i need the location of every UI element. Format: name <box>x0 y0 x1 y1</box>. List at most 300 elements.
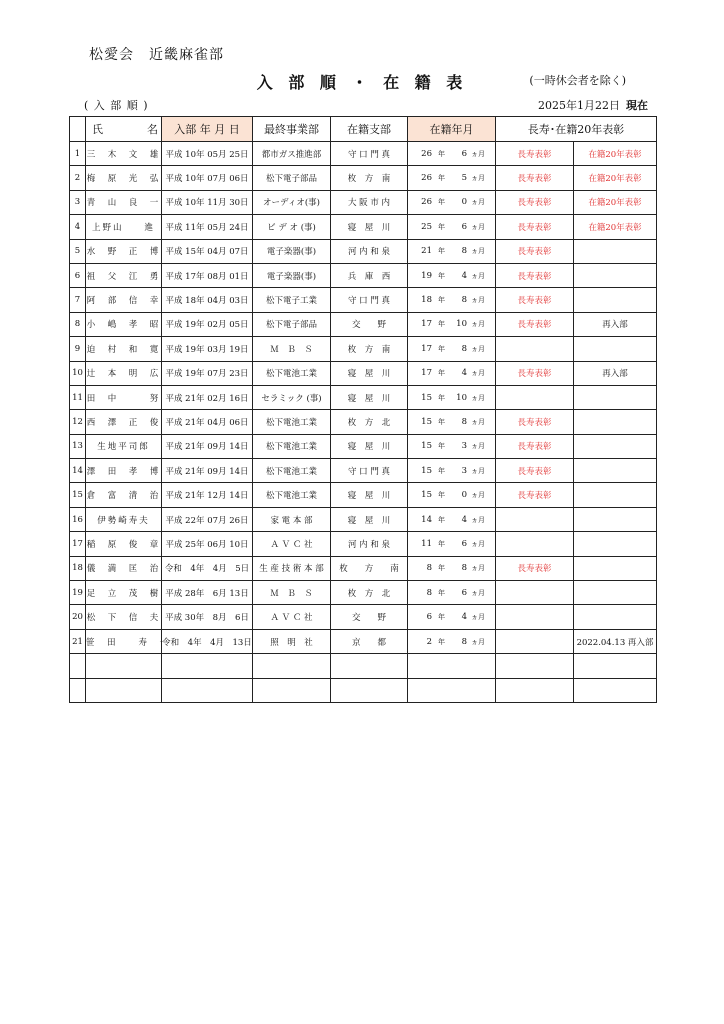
longevity-award: 長寿表彰 <box>496 215 574 239</box>
row-number: 7 <box>70 288 86 312</box>
join-date: 平成 30年 8月 6日 <box>162 605 253 629</box>
tenure-award-or-remark <box>574 434 657 458</box>
tenure-months: 6 <box>461 148 467 159</box>
tenure-year-unit: 年 <box>438 344 445 353</box>
branch: 交 野 <box>331 605 408 629</box>
join-date: 平成 15年 04月 07日 <box>162 239 253 263</box>
longevity-award: 長寿表彰 <box>496 434 574 458</box>
tenure <box>408 605 496 629</box>
table-row <box>70 215 657 239</box>
tenure-year-unit: 年 <box>438 637 445 646</box>
tenure <box>408 459 496 483</box>
table-row <box>70 410 657 434</box>
table-row <box>70 166 657 190</box>
table-row <box>70 385 657 409</box>
tenure-year-unit: 年 <box>438 247 445 256</box>
tenure-year-unit: 年 <box>438 515 445 524</box>
tenure-month-unit: ヵ月 <box>471 466 485 475</box>
tenure-award-or-remark <box>574 239 657 263</box>
table-row <box>70 312 657 336</box>
empty-cell <box>574 654 657 678</box>
longevity-award <box>496 605 574 629</box>
business-unit: 電子楽器(事) <box>253 263 331 287</box>
tenure <box>408 385 496 409</box>
member-name: 三 木 文 雄 <box>86 142 162 166</box>
empty-cell <box>408 678 496 702</box>
tenure-years: 15 <box>421 416 432 427</box>
business-unit: 松下電子工業 <box>253 288 331 312</box>
tenure-month-unit: ヵ月 <box>471 539 485 548</box>
table-row <box>70 337 657 361</box>
tenure-year-unit: 年 <box>438 588 445 597</box>
tenure-award-or-remark: 再入部 <box>574 361 657 385</box>
business-unit: Ａ Ｖ Ｃ 社 <box>253 605 331 629</box>
tenure-years: 21 <box>421 246 432 257</box>
tenure-years: 26 <box>421 173 432 184</box>
row-number: 17 <box>70 532 86 556</box>
join-date: 平成 22年 07月 26日 <box>162 507 253 531</box>
tenure-years: 11 <box>421 538 432 549</box>
empty-row <box>70 678 657 702</box>
row-number: 6 <box>70 263 86 287</box>
tenure-months: 10 <box>456 392 467 403</box>
row-number: 14 <box>70 459 86 483</box>
tenure <box>408 556 496 580</box>
tenure-month-unit: ヵ月 <box>471 174 485 183</box>
longevity-award: 長寿表彰 <box>496 190 574 214</box>
as-of-date <box>538 97 648 113</box>
business-unit: 電子楽器(事) <box>253 239 331 263</box>
tenure-month-unit: ヵ月 <box>471 369 485 378</box>
member-name: 阿 部 信 幸 <box>86 288 162 312</box>
branch: 枚 方 南 <box>331 337 408 361</box>
tenure-years: 26 <box>421 197 432 208</box>
tenure-year-unit: 年 <box>438 466 445 475</box>
empty-row <box>70 654 657 678</box>
member-name: 松 下 信 夫 <box>86 605 162 629</box>
branch: 交 野 <box>331 312 408 336</box>
business-unit: 都市ガス推進部 <box>253 142 331 166</box>
member-name: 辻 本 明 広 <box>86 361 162 385</box>
branch: 守 口 門 真 <box>331 142 408 166</box>
longevity-award <box>496 581 574 605</box>
join-date: 平成 19年 02月 05日 <box>162 312 253 336</box>
tenure-award-or-remark <box>574 556 657 580</box>
row-number: 21 <box>70 629 86 653</box>
join-date: 平成 21年 09月 14日 <box>162 434 253 458</box>
tenure-year-unit: 年 <box>438 539 445 548</box>
table-row <box>70 190 657 214</box>
tenure-month-unit: ヵ月 <box>471 344 485 353</box>
table-row <box>70 434 657 458</box>
tenure-months: 6 <box>461 538 467 549</box>
tenure-award-or-remark <box>574 532 657 556</box>
row-number: 5 <box>70 239 86 263</box>
tenure-years: 15 <box>421 441 432 452</box>
tenure-year-unit: 年 <box>438 271 445 280</box>
tenure-month-unit: ヵ月 <box>471 247 485 256</box>
tenure-award-or-remark: 在籍20年表彰 <box>574 215 657 239</box>
business-unit: Ａ Ｖ Ｃ 社 <box>253 532 331 556</box>
header-name <box>86 117 162 142</box>
table-row <box>70 288 657 312</box>
tenure-year-unit: 年 <box>438 174 445 183</box>
table-row <box>70 459 657 483</box>
header-join-date: 入部 年 月 日 <box>162 117 253 142</box>
row-number: 15 <box>70 483 86 507</box>
club-name: 松愛会 近畿麻雀部 <box>89 47 224 63</box>
business-unit: 家 電 本 部 <box>253 507 331 531</box>
tenure-month-unit: ヵ月 <box>471 515 485 524</box>
tenure-months: 3 <box>461 441 467 452</box>
branch: 河 内 和 泉 <box>331 532 408 556</box>
member-name: 儀 満 匡 治 <box>86 556 162 580</box>
join-date: 平成 19年 03月 19日 <box>162 337 253 361</box>
tenure-month-unit: ヵ月 <box>471 417 485 426</box>
tenure-year-unit: 年 <box>438 442 445 451</box>
member-name: 青 山 良 一 <box>86 190 162 214</box>
row-number: 10 <box>70 361 86 385</box>
business-unit: Ｍ Ｂ Ｓ <box>253 337 331 361</box>
join-date: 平成 17年 08月 01日 <box>162 263 253 287</box>
tenure <box>408 288 496 312</box>
tenure-month-unit: ヵ月 <box>471 637 485 646</box>
business-unit: 松下電池工業 <box>253 483 331 507</box>
tenure-months: 4 <box>461 514 467 525</box>
tenure-award-or-remark <box>574 263 657 287</box>
tenure-month-unit: ヵ月 <box>471 149 485 158</box>
tenure-months: 4 <box>461 270 467 281</box>
tenure-months: 4 <box>461 368 467 379</box>
table-row <box>70 483 657 507</box>
table-row <box>70 263 657 287</box>
tenure-month-unit: ヵ月 <box>471 198 485 207</box>
tenure <box>408 337 496 361</box>
empty-cell <box>574 678 657 702</box>
longevity-award: 長寿表彰 <box>496 361 574 385</box>
branch: 枚 方 南 <box>331 556 408 580</box>
tenure-award-or-remark <box>574 337 657 361</box>
branch: 兵 庫 西 <box>331 263 408 287</box>
longevity-award: 長寿表彰 <box>496 459 574 483</box>
table-row <box>70 239 657 263</box>
tenure <box>408 629 496 653</box>
tenure-years: 19 <box>421 270 432 281</box>
business-unit: 松下電子部品 <box>253 312 331 336</box>
status-text: 現在 <box>626 99 648 112</box>
business-unit: 照 明 社 <box>253 629 331 653</box>
join-date: 平成 10年 05月 25日 <box>162 142 253 166</box>
tenure-month-unit: ヵ月 <box>471 564 485 573</box>
join-date: 平成 10年 11月 30日 <box>162 190 253 214</box>
tenure-award-or-remark: 在籍20年表彰 <box>574 190 657 214</box>
join-date: 平成 25年 06月 10日 <box>162 532 253 556</box>
tenure <box>408 507 496 531</box>
header-tenure: 在籍年月 <box>408 117 496 142</box>
header-branch: 在籍支部 <box>331 117 408 142</box>
business-unit: オーディオ(事) <box>253 190 331 214</box>
empty-cell <box>162 678 253 702</box>
member-name: 上野山 進 <box>86 215 162 239</box>
empty-cell <box>253 654 331 678</box>
tenure-month-unit: ヵ月 <box>471 222 485 231</box>
longevity-award <box>496 507 574 531</box>
member-name: 稲 原 俊 章 <box>86 532 162 556</box>
longevity-award <box>496 337 574 361</box>
business-unit: 松下電池工業 <box>253 459 331 483</box>
join-date: 平成 28年 6月 13日 <box>162 581 253 605</box>
member-name: 祖 父 江 勇 <box>86 263 162 287</box>
row-number: 18 <box>70 556 86 580</box>
tenure-year-unit: 年 <box>438 491 445 500</box>
row-number: 8 <box>70 312 86 336</box>
tenure <box>408 410 496 434</box>
tenure-month-unit: ヵ月 <box>471 588 485 597</box>
table-row <box>70 605 657 629</box>
empty-cell <box>331 678 408 702</box>
member-name: 小 嶋 孝 昭 <box>86 312 162 336</box>
longevity-award: 長寿表彰 <box>496 483 574 507</box>
empty-cell <box>86 654 162 678</box>
roster-body <box>70 142 657 703</box>
join-date: 平成 21年 02月 16日 <box>162 385 253 409</box>
table-row <box>70 507 657 531</box>
header-business-unit: 最終事業部 <box>253 117 331 142</box>
join-date: 平成 21年 04月 06日 <box>162 410 253 434</box>
tenure-years: 17 <box>421 319 432 330</box>
longevity-award <box>496 629 574 653</box>
member-name: 足 立 茂 樹 <box>86 581 162 605</box>
table-row <box>70 556 657 580</box>
row-number: 2 <box>70 166 86 190</box>
tenure-award-or-remark <box>574 288 657 312</box>
branch: 寝 屋 川 <box>331 385 408 409</box>
tenure-months: 8 <box>461 563 467 574</box>
longevity-award: 長寿表彰 <box>496 288 574 312</box>
longevity-award: 長寿表彰 <box>496 556 574 580</box>
tenure-years: 6 <box>426 612 432 623</box>
tenure <box>408 190 496 214</box>
member-name: 迫 村 和 寛 <box>86 337 162 361</box>
tenure-months: 8 <box>461 295 467 306</box>
branch: 守 口 門 真 <box>331 459 408 483</box>
member-name: 水 野 正 博 <box>86 239 162 263</box>
tenure <box>408 434 496 458</box>
tenure <box>408 239 496 263</box>
longevity-award: 長寿表彰 <box>496 312 574 336</box>
branch: 京 都 <box>331 629 408 653</box>
tenure-months: 8 <box>461 636 467 647</box>
empty-cell <box>496 654 574 678</box>
longevity-award: 長寿表彰 <box>496 410 574 434</box>
tenure-years: 25 <box>421 221 432 232</box>
tenure-years: 17 <box>421 343 432 354</box>
row-number: 19 <box>70 581 86 605</box>
branch: 寝 屋 川 <box>331 361 408 385</box>
tenure-years: 8 <box>426 563 432 574</box>
business-unit: 松下電子部品 <box>253 166 331 190</box>
tenure-months: 10 <box>456 319 467 330</box>
tenure-year-unit: 年 <box>438 369 445 378</box>
tenure <box>408 361 496 385</box>
sort-order-label: ( 入 部 順 ) <box>84 99 149 112</box>
tenure-month-unit: ヵ月 <box>471 491 485 500</box>
row-number: 3 <box>70 190 86 214</box>
row-number: 20 <box>70 605 86 629</box>
tenure-years: 15 <box>421 465 432 476</box>
tenure-month-unit: ヵ月 <box>471 271 485 280</box>
tenure-months: 0 <box>461 197 467 208</box>
longevity-award: 長寿表彰 <box>496 263 574 287</box>
branch: 枚 方 南 <box>331 166 408 190</box>
branch: 寝 屋 川 <box>331 215 408 239</box>
longevity-award: 長寿表彰 <box>496 142 574 166</box>
join-date: 平成 21年 12月 14日 <box>162 483 253 507</box>
tenure-award-or-remark: 在籍20年表彰 <box>574 166 657 190</box>
empty-cell <box>70 654 86 678</box>
empty-cell <box>162 654 253 678</box>
row-number: 9 <box>70 337 86 361</box>
table-row <box>70 629 657 653</box>
tenure-award-or-remark <box>574 605 657 629</box>
member-name: 田 中 努 <box>86 385 162 409</box>
empty-cell <box>496 678 574 702</box>
date-text: 2025年1月22日 <box>538 99 620 112</box>
empty-cell <box>408 654 496 678</box>
join-date: 平成 11年 05月 24日 <box>162 215 253 239</box>
business-unit: セラミック (事) <box>253 385 331 409</box>
tenure-years: 15 <box>421 490 432 501</box>
tenure-award-or-remark <box>574 385 657 409</box>
tenure-month-unit: ヵ月 <box>471 442 485 451</box>
header-award: 長寿･在籍20年表彰 <box>496 117 657 142</box>
member-name: 倉 富 清 治 <box>86 483 162 507</box>
empty-cell <box>331 654 408 678</box>
branch: 枚 方 北 <box>331 581 408 605</box>
tenure-months: 8 <box>461 343 467 354</box>
tenure <box>408 312 496 336</box>
row-number: 16 <box>70 507 86 531</box>
table-row <box>70 361 657 385</box>
join-date: 令和 4年 4月 5日 <box>162 556 253 580</box>
join-date: 平成 21年 09月 14日 <box>162 459 253 483</box>
tenure-years: 15 <box>421 392 432 403</box>
business-unit: Ｍ Ｂ Ｓ <box>253 581 331 605</box>
empty-cell <box>70 678 86 702</box>
business-unit: 松下電池工業 <box>253 434 331 458</box>
tenure-month-unit: ヵ月 <box>471 320 485 329</box>
member-name: 西 澤 正 俊 <box>86 410 162 434</box>
exclusion-note: (一時休会者を除く) <box>529 74 626 87</box>
row-number: 13 <box>70 434 86 458</box>
empty-cell <box>253 678 331 702</box>
tenure-months: 8 <box>461 416 467 427</box>
tenure-year-unit: 年 <box>438 296 445 305</box>
tenure-year-unit: 年 <box>438 149 445 158</box>
tenure-years: 26 <box>421 148 432 159</box>
tenure-month-unit: ヵ月 <box>471 613 485 622</box>
member-name: 梅 原 光 弘 <box>86 166 162 190</box>
tenure-years: 2 <box>426 636 432 647</box>
tenure-year-unit: 年 <box>438 393 445 402</box>
row-number: 1 <box>70 142 86 166</box>
tenure-award-or-remark: 在籍20年表彰 <box>574 142 657 166</box>
tenure <box>408 263 496 287</box>
empty-cell <box>86 678 162 702</box>
tenure <box>408 532 496 556</box>
tenure-years: 17 <box>421 368 432 379</box>
tenure-award-or-remark: 2022.04.13 再入部 <box>574 629 657 653</box>
tenure-award-or-remark <box>574 459 657 483</box>
business-unit: 松下電池工業 <box>253 410 331 434</box>
tenure-month-unit: ヵ月 <box>471 393 485 402</box>
tenure <box>408 215 496 239</box>
join-date: 平成 10年 07月 06日 <box>162 166 253 190</box>
tenure-months: 6 <box>461 587 467 598</box>
branch: 守 口 門 真 <box>331 288 408 312</box>
header-no <box>70 117 86 142</box>
join-date: 令和 4年 4月 13日 <box>162 629 253 653</box>
branch: 河 内 和 泉 <box>331 239 408 263</box>
tenure-year-unit: 年 <box>438 564 445 573</box>
tenure-months: 8 <box>461 246 467 257</box>
table-row <box>70 142 657 166</box>
tenure-award-or-remark <box>574 410 657 434</box>
header-row <box>70 117 657 142</box>
longevity-award: 長寿表彰 <box>496 166 574 190</box>
join-date: 平成 19年 07月 23日 <box>162 361 253 385</box>
member-name: 生地平司郎 <box>86 434 162 458</box>
tenure-year-unit: 年 <box>438 320 445 329</box>
longevity-award <box>496 532 574 556</box>
business-unit: 生 産 技 術 本 部 <box>253 556 331 580</box>
branch: 寝 屋 川 <box>331 434 408 458</box>
tenure-months: 5 <box>461 173 467 184</box>
tenure-year-unit: 年 <box>438 613 445 622</box>
branch: 枚 方 北 <box>331 410 408 434</box>
longevity-award <box>496 385 574 409</box>
business-unit: 松下電池工業 <box>253 361 331 385</box>
tenure-year-unit: 年 <box>438 417 445 426</box>
tenure-year-unit: 年 <box>438 222 445 231</box>
tenure <box>408 166 496 190</box>
roster-table <box>69 116 657 703</box>
table-row <box>70 532 657 556</box>
row-number: 12 <box>70 410 86 434</box>
branch: 寝 屋 川 <box>331 483 408 507</box>
branch: 大 阪 市 内 <box>331 190 408 214</box>
tenure-months: 4 <box>461 612 467 623</box>
business-unit: ビ デ オ (事) <box>253 215 331 239</box>
tenure-award-or-remark <box>574 507 657 531</box>
tenure <box>408 483 496 507</box>
tenure <box>408 142 496 166</box>
tenure-year-unit: 年 <box>438 198 445 207</box>
join-date: 平成 18年 04月 03日 <box>162 288 253 312</box>
member-name: 笹 田 寿 一 <box>86 629 162 653</box>
row-number: 11 <box>70 385 86 409</box>
tenure <box>408 581 496 605</box>
member-name: 伊勢崎寿夫 <box>86 507 162 531</box>
member-name: 澤 田 孝 博 <box>86 459 162 483</box>
tenure-award-or-remark: 再入部 <box>574 312 657 336</box>
page-title: 入 部 順 ・ 在 籍 表 <box>256 73 468 92</box>
tenure-years: 8 <box>426 587 432 598</box>
header-name-b: 名 <box>147 123 158 136</box>
tenure-award-or-remark <box>574 581 657 605</box>
tenure-years: 14 <box>421 514 432 525</box>
header-name-a: 氏 <box>92 123 103 136</box>
